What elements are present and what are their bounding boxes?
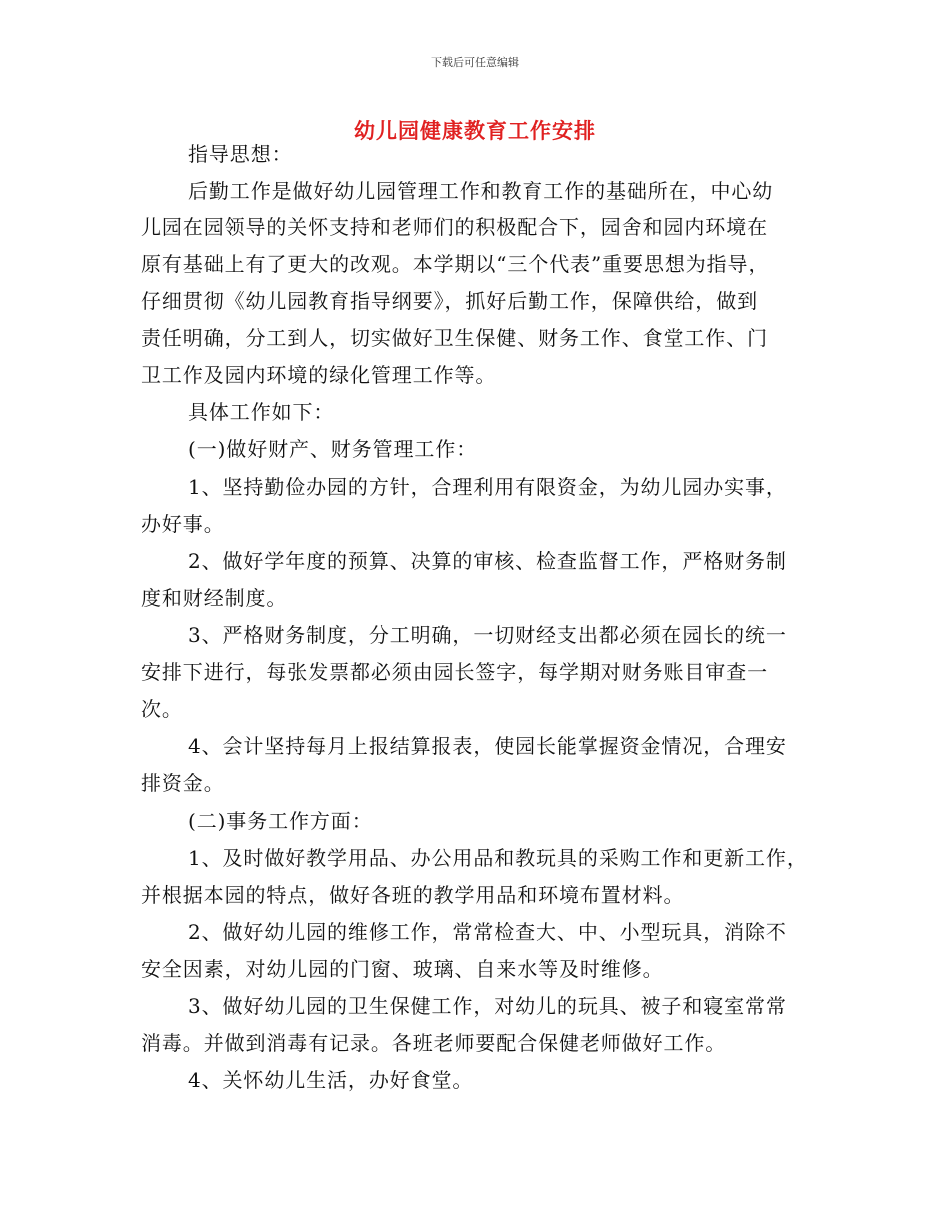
paragraph-line: 安排下进行，每张发票都必须由园长签字，每学期对财务账目审查一 xyxy=(141,660,768,684)
paragraph-line: 办好事。 xyxy=(141,512,225,536)
paragraph-line: 仔细贯彻《幼儿园教育指导纲要》，抓好后勤工作，保障供给，做到 xyxy=(141,289,758,313)
paragraph-line: 并根据本园的特点，做好各班的教学用品和环境布置材料。 xyxy=(141,883,685,907)
document-title: 幼儿园健康教育工作安排 xyxy=(354,118,596,143)
paragraph-line: 责任明确，分工到人，切实做好卫生保健、财务工作、食堂工作、门 xyxy=(141,326,768,350)
paragraph-line: 3、做好幼儿园的卫生保健工作，对幼儿的玩具、被子和寝室常常 xyxy=(188,994,787,1018)
paragraph-line: 指导思想： xyxy=(188,142,293,166)
paragraph-line: 原有基础上有了更大的改观。本学期以“三个代表”重要思想为指导， xyxy=(141,252,770,276)
paragraph-line: 具体工作如下： xyxy=(188,400,335,424)
paragraph-line: 4、关怀幼儿生活，办好食堂。 xyxy=(188,1068,474,1092)
section-heading: (二)事务工作方面： xyxy=(188,809,373,833)
paragraph-line: 次。 xyxy=(141,697,183,721)
paragraph-line: 卫工作及园内环境的绿化管理工作等。 xyxy=(141,363,497,387)
paragraph-line: 排资金。 xyxy=(141,771,225,795)
page-header: 下载后可任意编辑 xyxy=(431,56,519,69)
section-heading: (一)做好财产、财务管理工作： xyxy=(188,437,478,461)
paragraph-line: 4、会计坚持每月上报结算报表，使园长能掌握资金情况，合理安 xyxy=(188,734,787,758)
paragraph-line: 度和财经制度。 xyxy=(141,586,288,610)
paragraph-line: 1、及时做好教学用品、办公用品和教玩具的采购工作和更新工作， xyxy=(188,846,808,870)
paragraph-line: 消毒。并做到消毒有记录。各班老师要配合保健老师做好工作。 xyxy=(141,1031,727,1055)
paragraph-line: 3、严格财务制度，分工明确，一切财经支出都必须在园长的统一 xyxy=(188,623,787,647)
paragraph-line: 安全因素，对幼儿园的门窗、玻璃、自来水等及时维修。 xyxy=(141,957,664,981)
paragraph-line: 儿园在园领导的关怀支持和老师们的积极配合下，园舍和园内环境在 xyxy=(141,215,768,239)
paragraph-line: 1、坚持勤俭办园的方针，合理利用有限资金，为幼儿园办实事， xyxy=(188,475,787,499)
paragraph-line: 2、做好学年度的预算、决算的审核、检查监督工作，严格财务制 xyxy=(188,549,787,573)
paragraph-line: 2、做好幼儿园的维修工作，常常检查大、中、小型玩具，消除不 xyxy=(188,920,787,944)
paragraph-line: 后勤工作是做好幼儿园管理工作和教育工作的基础所在，中心幼 xyxy=(188,179,774,203)
